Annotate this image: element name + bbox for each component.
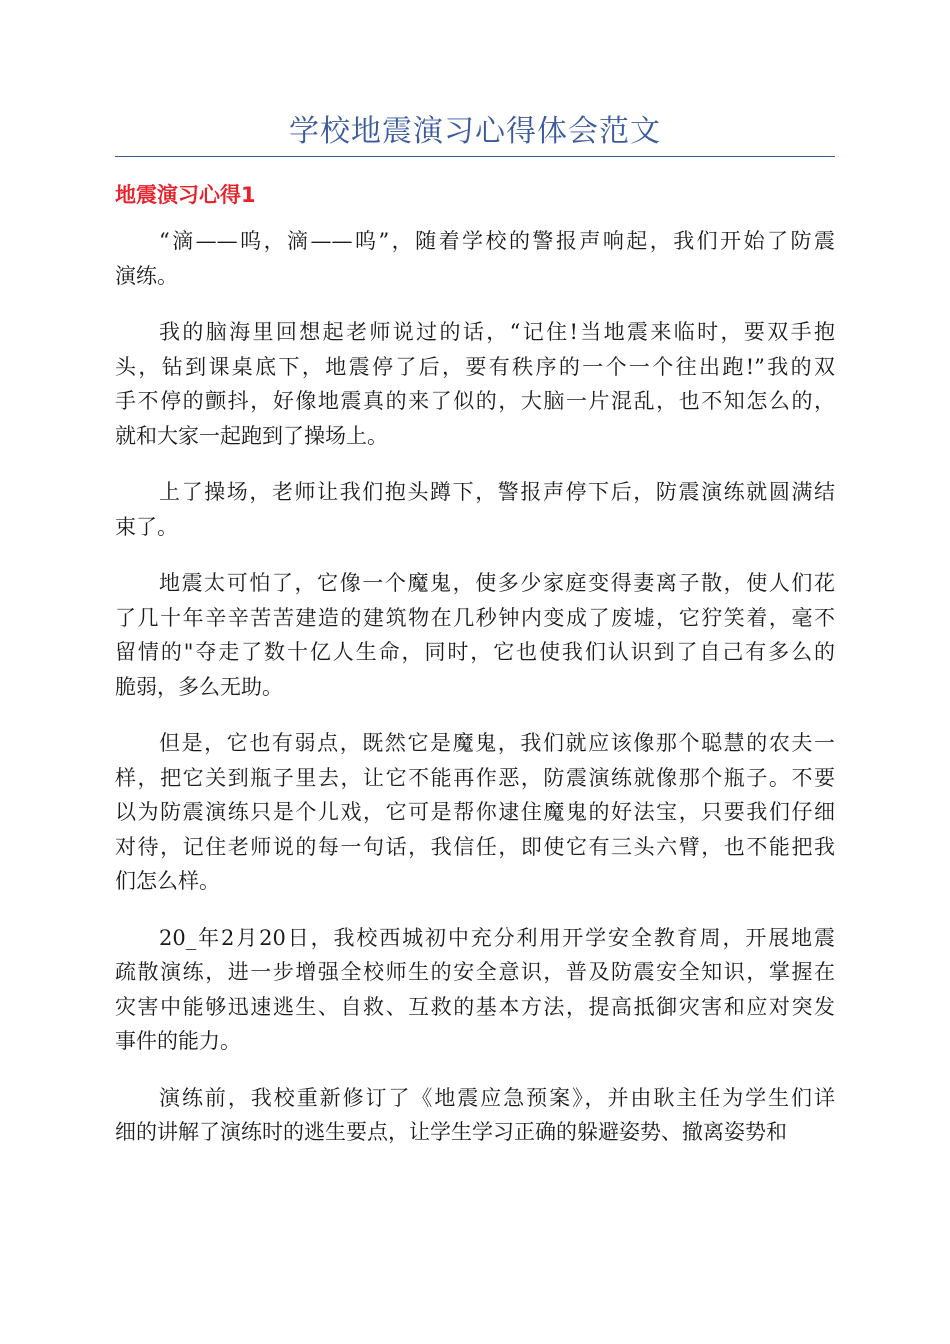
- paragraph-line: 脆弱，多么无助。: [115, 674, 283, 699]
- paragraph-line: 手不停的颤抖，好像地震真的来了似的，大脑一片混乱，也不知怎么的，: [115, 389, 835, 413]
- paragraph: [115, 726, 835, 899]
- paragraph-line: 事件的能力。: [115, 1029, 241, 1053]
- paragraph: [115, 475, 835, 544]
- paragraph-line: 留情的"夺走了数十亿人生命，同时，它也使我们认识到了自己有多么的: [115, 640, 835, 664]
- paragraph-line: 我的脑海里回想起老师说过的话，“记住!当地震来临时，要双手抱: [159, 320, 835, 344]
- paragraph-line: 演练前，我校重新修订了《地震应急预案》，并由耿主任为学生们详: [159, 1085, 835, 1110]
- paragraph-line: 束了。: [115, 514, 178, 539]
- paragraph-line: 样，把它关到瓶子里去，让它不能再作恶，防震演练就像那个瓶子。不要: [115, 765, 835, 790]
- paragraph-line: 但是，它也有弱点，既然它是魔鬼，我们就应该像那个聪慧的农夫一: [159, 731, 835, 755]
- paragraph-line: 就和大家一起跑到了操场上。: [115, 423, 388, 448]
- paragraph-line: 对待，记住老师说的每一句话，我信任，即使它有三头六臂，也不能把我: [115, 834, 835, 859]
- paragraph: [115, 921, 835, 1059]
- paragraph-line: 细的讲解了演练时的逃生要点，让学生学习正确的躲避姿势、撤离姿势和: [115, 1120, 787, 1144]
- paragraph-line: 演练。: [115, 263, 178, 288]
- paragraph-line: 地震太可怕了，它像一个魔鬼，使多少家庭变得妻离子散，使人们花: [159, 571, 835, 595]
- paragraph: [115, 1081, 835, 1150]
- paragraph-line: 灾害中能够迅速逃生、自救、互救的基本方法，提高抵御灾害和应对突发: [115, 994, 835, 1019]
- paragraph-line: 以为防震演练只是个儿戏，它可是帮你逮住魔鬼的好法宝，只要我们仔细: [115, 800, 835, 824]
- paragraph: [115, 315, 835, 453]
- paragraph-line: 头，钻到课桌底下，地震停了后，要有秩序的一个一个往出跑!”我的双: [115, 354, 835, 379]
- paragraph-line: 上了操场，老师让我们抱头蹲下，警报声停下后，防震演练就圆满结: [159, 480, 835, 504]
- paragraph: [115, 224, 835, 293]
- paragraph-line: “滴——呜，滴——呜”，随着学校的警报声响起，我们开始了防震: [159, 229, 835, 253]
- paragraph-line: 了几十年辛辛苦苦建造的建筑物在几秒钟内变成了废墟，它狞笑着，毫不: [115, 605, 835, 630]
- paragraph-line: 们怎么样。: [115, 869, 220, 893]
- paragraph-line: 20_年2月20日，我校西城初中充分利用开学安全教育周，开展地震: [159, 925, 835, 950]
- paragraph: [115, 566, 835, 704]
- document-title: 学校地震演习心得体会范文: [289, 114, 661, 149]
- document-body: [115, 224, 835, 1172]
- paragraph-line: 疏散演练，进一步增强全校师生的安全意识，普及防震安全知识，掌握在: [115, 960, 835, 984]
- title-underline: [115, 156, 835, 157]
- section-heading: 地震演习心得1: [115, 183, 256, 207]
